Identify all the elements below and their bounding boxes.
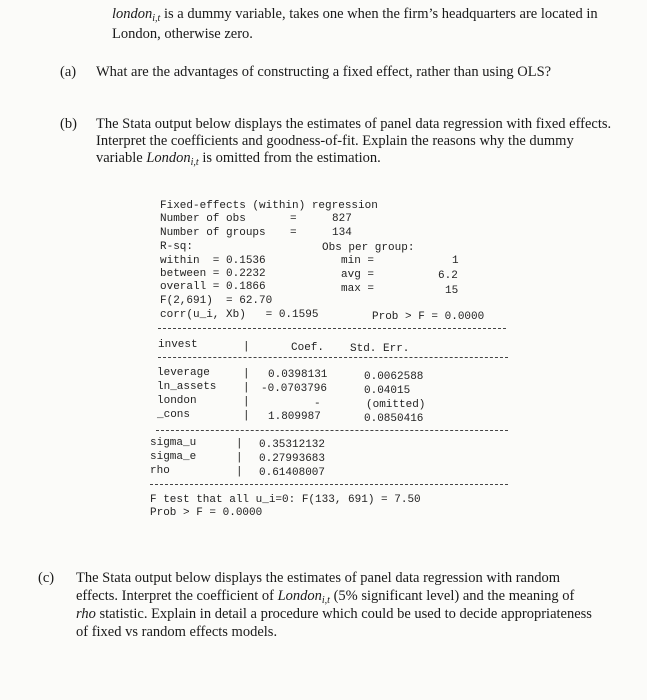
question-a-label: (a) [60, 64, 77, 80]
question-c-label: (c) [38, 570, 55, 586]
question-b-var: London [146, 150, 191, 166]
stata-sigma-e-name: sigma_e [150, 451, 197, 463]
stata-max-val: 15 [445, 285, 459, 297]
stata-row-ln-assets-coef: -0.0703796 [261, 383, 328, 395]
stata-ftest-prob: Prob > F = 0.0000 [150, 507, 263, 519]
intro-rest: is a dummy variable, takes one when the firm’s headquarters are located in [160, 6, 598, 22]
stata-header-coef: Coef. [291, 342, 325, 354]
stata-within: within = 0.1536 [160, 255, 266, 267]
intro-sub: i,t [152, 13, 161, 24]
question-c-line-4: of fixed vs random effects models. [76, 624, 278, 640]
question-b-line-3 [96, 150, 381, 168]
stata-nobs-val: 827 [332, 213, 352, 225]
stata-ftest-all: F test that all u_i=0: F(133, 691) = 7.50 [150, 494, 421, 506]
stata-header-se: Std. Err. [350, 343, 410, 355]
stata-min-val: 1 [452, 255, 459, 267]
stata-row-london-bar: | [243, 396, 250, 408]
question-b-label: (b) [60, 116, 77, 132]
question-c-line-2-post: (5% significant level) and the meaning of [329, 588, 575, 604]
stata-corr: corr(u_i, Xb) = 0.1595 [160, 309, 319, 321]
stata-row-cons-se: 0.0850416 [364, 413, 424, 425]
stata-divider-2 [158, 357, 508, 358]
stata-row-london-coef: - [314, 398, 321, 410]
stata-row-leverage-name: leverage [157, 367, 210, 379]
question-c-line-3-post: statistic. Explain in detail a procedure which could be used to decide appropriateness [95, 606, 592, 622]
stata-row-ln-assets-bar: | [243, 382, 250, 394]
stata-min-label: min = [341, 255, 375, 267]
stata-sigma-e-val: 0.27993683 [259, 453, 326, 465]
stata-row-leverage-coef: 0.0398131 [268, 369, 328, 381]
stata-ngroups-eq: = [290, 227, 297, 239]
question-c-sub: i,t [321, 595, 330, 606]
question-b-line-3-pre: variable [96, 150, 147, 166]
question-c-var: London [277, 588, 322, 604]
stata-between: between = 0.2232 [160, 268, 266, 280]
question-b-sub: i,t [190, 157, 199, 168]
stata-rho-bar: | [236, 466, 243, 478]
stata-divider-1 [158, 328, 506, 329]
stata-sigma-u-bar: | [236, 438, 243, 450]
stata-rho-name: rho [150, 465, 170, 477]
stata-avg-label: avg = [341, 269, 375, 281]
stata-nobs-label: Number of obs [160, 213, 246, 225]
stata-row-cons-coef: 1.809987 [268, 411, 321, 423]
question-c-line-2 [76, 588, 574, 606]
stata-row-leverage-bar: | [243, 368, 250, 380]
stata-title: Fixed-effects (within) regression [160, 200, 378, 212]
stata-sigma-u-val: 0.35312132 [259, 439, 326, 451]
stata-row-london-name: london [157, 395, 197, 407]
intro-var: london [112, 6, 153, 22]
stata-max-label: max = [341, 283, 375, 295]
stata-header-bar: | [243, 341, 250, 353]
stata-obs-per-group: Obs per group: [322, 242, 415, 254]
intro-line-2: London, otherwise zero. [112, 26, 253, 42]
stata-row-cons-name: _cons [157, 409, 191, 421]
stata-header-var: invest [158, 339, 198, 351]
stata-row-london-se: (omitted) [366, 399, 426, 411]
stata-ngroups-val: 134 [332, 227, 352, 239]
stata-nobs-eq: = [290, 213, 297, 225]
stata-ftest: F(2,691) = 62.70 [160, 295, 273, 307]
stata-rsq-label: R-sq: [160, 241, 194, 253]
stata-ngroups-label: Number of groups [160, 227, 266, 239]
intro-line-1 [112, 6, 598, 24]
stata-row-leverage-se: 0.0062588 [364, 371, 424, 383]
stata-row-cons-bar: | [243, 410, 250, 422]
stata-probf: Prob > F = 0.0000 [372, 311, 485, 323]
stata-sigma-u-name: sigma_u [150, 437, 197, 449]
question-c-line-1: The Stata output below displays the estimates of panel data regression with random [76, 570, 561, 586]
question-c-rho: rho [76, 606, 96, 622]
stata-avg-val: 6.2 [438, 270, 458, 282]
stata-divider-3 [156, 430, 508, 431]
stata-rho-val: 0.61408007 [259, 467, 326, 479]
stata-sigma-e-bar: | [236, 452, 243, 464]
stata-divider-4 [150, 484, 508, 485]
stata-row-ln-assets-name: ln_assets [157, 381, 217, 393]
question-b-line-1: The Stata output below displays the estimates of panel data regression with fixed effects. [96, 116, 612, 132]
question-c-line-2-pre: effects. Interpret the coefficient of [76, 588, 278, 604]
question-c-line-3 [76, 606, 592, 623]
stata-row-ln-assets-se: 0.04015 [364, 385, 411, 397]
question-a-text: What are the advantages of constructing a fixed effect, rather than using OLS? [96, 64, 552, 80]
question-b-line-2: Interpret the coefficients and goodness-of-fit. Explain the reasons why the dummy [96, 133, 574, 149]
stata-overall: overall = 0.1866 [160, 281, 266, 293]
question-b-line-3-post: is omitted from the estimation. [198, 150, 381, 166]
